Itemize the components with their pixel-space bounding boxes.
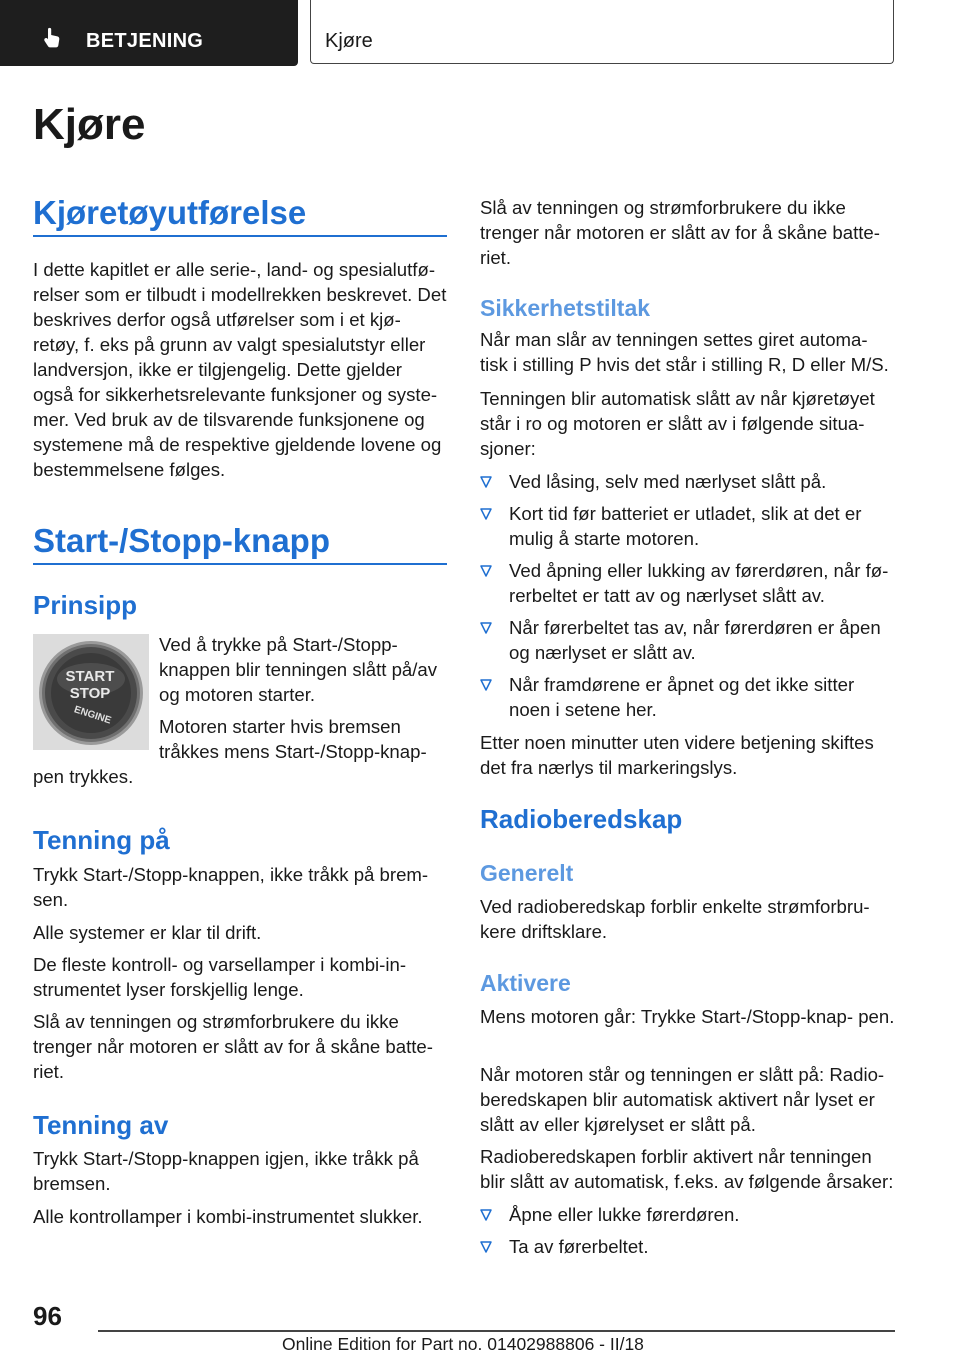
paragraph-sikkerhet-2: Tenningen blir automatisk slått av når kjøretøyet står i ro og motoren er slått av i følgende situa‑ sjoner: xyxy=(480,388,875,459)
paragraph-aktivere-1: Mens motoren går: Trykke Start-/Stopp-knap‑ pen. xyxy=(480,1006,895,1027)
start-stop-button-image xyxy=(33,634,149,750)
heading-rule xyxy=(33,563,447,565)
heading-start-stopp-knapp: Start-/Stopp-knapp xyxy=(33,522,330,559)
heading-radioberedskap: Radioberedskap xyxy=(480,804,683,834)
triangle-bullet-icon xyxy=(480,565,492,577)
paragraph-sikkerhet-3: Etter noen minutter uten videre betjening skiftes det fra nærlys til markeringslys. xyxy=(480,732,874,778)
paragraph-kjoretoyutforelse: I dette kapitlet er alle serie-, land- og spesialutfø‑ relser som er tilbudt i modellrekken beskrevet. Det beskrives derfor også utførelser som i et kjø‑ retøy, f. eks på grunn av valgt spesialutstyr eller landversjon, ikke er tilgjengelig. Dette gjelder også for sikkerhetsrelevante funksjoner og syste‑ mer. Ved bruk av de tilsvarende funksjonene og systemene må de respektive gjeldende lovene og bestemmelsene følges. xyxy=(33,259,447,480)
section-tab xyxy=(0,0,298,66)
paragraph-intro: Slå av tenningen og strømforbrukere du ikke trenger når motoren er slått av for å skåne batte‑ riet. xyxy=(480,197,880,268)
triangle-bullet-icon xyxy=(480,1241,492,1253)
paragraph-tenning-pa-4: Slå av tenningen og strømforbrukere du ikke trenger når motoren er slått av for å skåne batte‑ riet. xyxy=(33,1011,433,1082)
paragraph-sikkerhet-1: Når man slår av tenningen settes giret automa‑ tisk i stilling P hvis det står i stilling R, D eller M/S. xyxy=(480,329,889,375)
triangle-bullet-icon xyxy=(480,622,492,634)
triangle-bullet-icon xyxy=(480,1209,492,1221)
button-label-engine: ENGINE xyxy=(72,704,113,727)
paragraph-tenning-pa-1: Trykk Start-/Stopp-knappen, ikke tråkk på brem‑ sen. xyxy=(33,864,429,910)
heading-kjoretoyutforelse: Kjøretøyutførelse xyxy=(33,194,307,231)
triangle-bullet-icon xyxy=(480,679,492,691)
paragraph-tenning-av-2: Alle kontrollamper i kombi-instrumentet slukker. xyxy=(33,1206,423,1227)
paragraph-aktivere-2: Når motoren står og tenningen er slått på: Radio‑ beredskapen blir automatisk aktivert når lyset er slått av eller kjørelyset er slått på. xyxy=(480,1064,885,1135)
triangle-bullet-icon xyxy=(480,508,492,520)
heading-aktivere: Aktivere xyxy=(480,970,571,996)
footer-rule xyxy=(98,1330,895,1332)
paragraph-tenning-pa-2: Alle systemer er klar til drift. xyxy=(33,922,262,943)
heading-rule xyxy=(33,235,447,237)
paragraph-tenning-pa-3: De fleste kontroll- og varsellamper i kombi-in‑ strumentet lyser forskjellig lenge. xyxy=(33,954,407,1000)
paragraph-prinsipp-2: Motoren starter hvis bremsen tråkkes mens Start-/Stopp-knap‑ xyxy=(159,716,427,762)
hand-pointer-icon xyxy=(40,26,64,50)
paragraph-prinsipp-2-cont: pen trykkes. xyxy=(33,766,134,787)
paragraph-generelt: Ved radioberedskap forblir enkelte strømforbru‑ kere driftsklare. xyxy=(480,896,870,942)
heading-prinsipp: Prinsipp xyxy=(33,590,138,620)
section-label: BETJENING xyxy=(86,30,204,52)
heading-generelt: Generelt xyxy=(480,860,574,886)
page-header xyxy=(0,0,960,66)
paragraph-tenning-av-1: Trykk Start-/Stopp-knappen igjen, ikke tråkk på bremsen. xyxy=(33,1148,419,1194)
paragraph-aktivere-3: Radioberedskapen forblir aktivert når tenningen blir slått av automatisk, f.eks. av følgende årsaker: xyxy=(480,1146,894,1192)
heading-tenning-pa: Tenning på xyxy=(33,825,170,855)
triangle-bullet-icon xyxy=(480,476,492,488)
button-label-stop: STOP xyxy=(69,685,111,702)
heading-tenning-av: Tenning av xyxy=(33,1110,169,1140)
page-number: 96 xyxy=(33,1301,62,1331)
chapter-tab xyxy=(310,0,894,64)
button-label-start: START xyxy=(65,668,115,685)
footer-edition-text: Online Edition for Part no. 01402988806 - II/18 xyxy=(282,1334,644,1354)
paragraph-prinsipp-1: Ved å trykke på Start-/Stopp-knappen blir tenningen slått på/av og motoren starter. xyxy=(159,634,438,705)
heading-sikkerhetstiltak: Sikkerhetstiltak xyxy=(480,295,651,321)
page-title: Kjøre xyxy=(33,100,146,149)
chapter-label: Kjøre xyxy=(325,30,373,52)
start-stop-engine-icon xyxy=(33,634,149,750)
